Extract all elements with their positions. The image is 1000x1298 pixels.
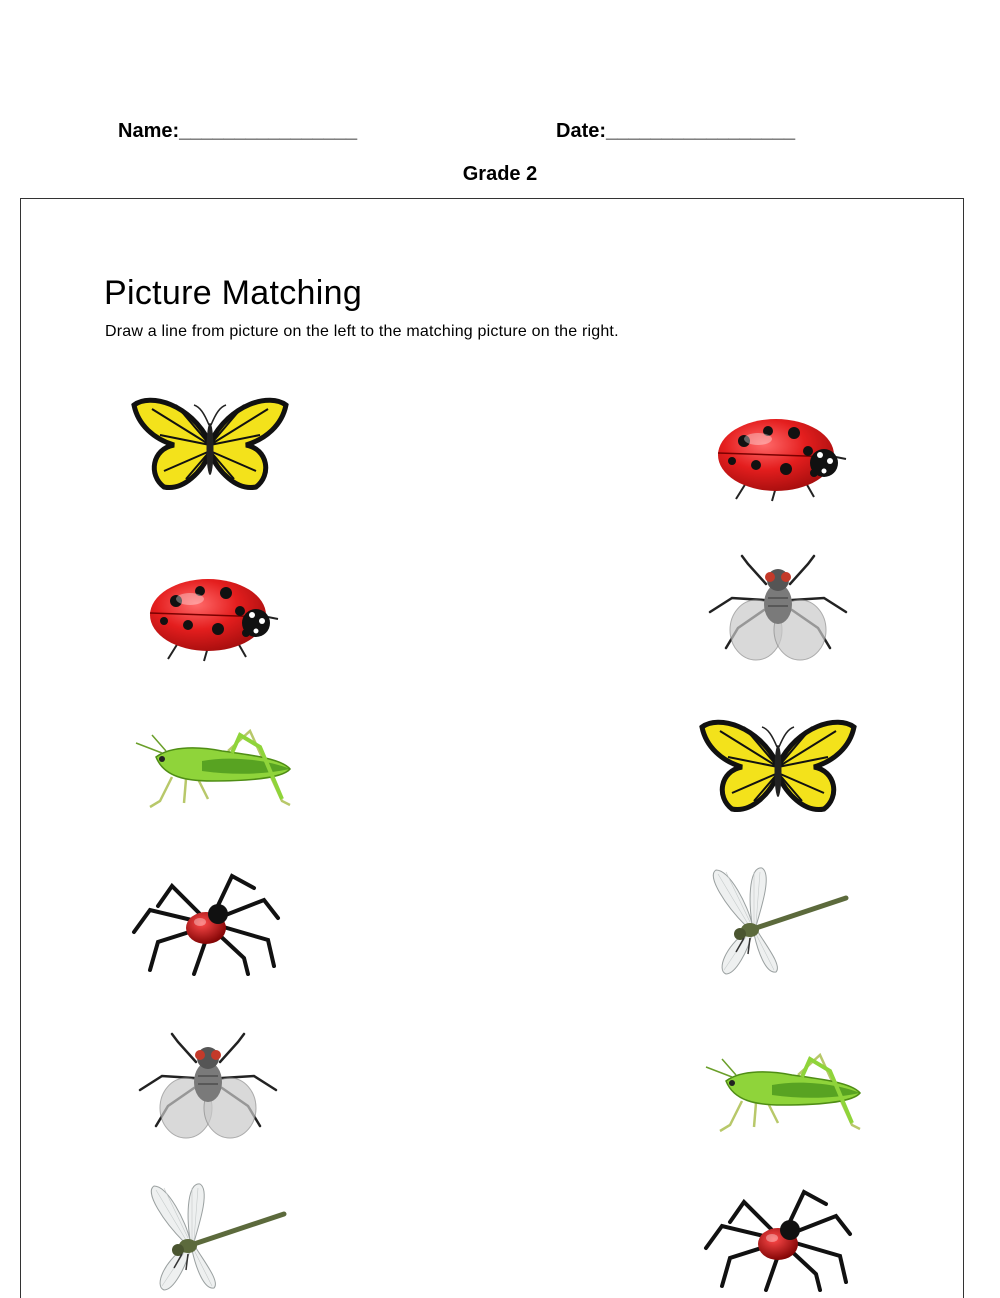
butterfly-icon[interactable] (130, 390, 290, 500)
spider-icon[interactable] (128, 866, 288, 976)
date-field-label: Date:_________________ (556, 120, 796, 142)
dragonfly-icon[interactable] (696, 866, 856, 976)
grade-label: Grade 2 (462, 163, 538, 185)
worksheet-title: Picture Matching (104, 274, 363, 312)
fly-icon[interactable] (698, 552, 858, 662)
butterfly-icon[interactable] (698, 712, 858, 822)
ladybug-icon[interactable] (696, 398, 856, 508)
fly-icon[interactable] (128, 1030, 288, 1140)
name-field-label: Name:________________ (118, 120, 358, 142)
worksheet-instructions: Draw a line from picture on the left to the matching picture on the right. (105, 323, 619, 340)
grasshopper-icon[interactable] (132, 716, 292, 826)
dragonfly-icon[interactable] (134, 1182, 294, 1292)
ladybug-icon[interactable] (128, 558, 288, 668)
grasshopper-icon[interactable] (702, 1040, 862, 1150)
spider-icon[interactable] (700, 1182, 860, 1292)
